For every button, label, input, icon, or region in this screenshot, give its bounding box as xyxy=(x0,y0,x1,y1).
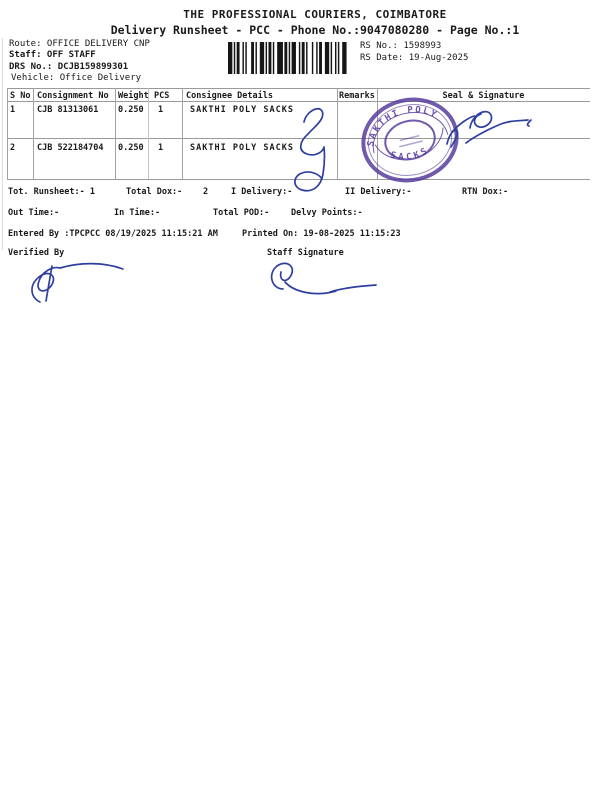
svg-text:SACKS xyxy=(387,141,433,167)
rs-no-line: RS No.: 1598993 xyxy=(360,41,442,51)
delvy-points: Delvy Points:- xyxy=(291,208,363,218)
out-time: Out Time:- xyxy=(8,208,60,218)
table-row-cell: CJB 81313061 xyxy=(37,105,99,115)
table-row-cell: SAKTHI POLY SACKS xyxy=(190,105,294,115)
total-dox-label: Total Dox:- xyxy=(126,187,183,197)
table-row-cell: 0.250 xyxy=(118,143,144,153)
page-edge-line xyxy=(2,38,3,250)
table-row-cell: SAKTHI POLY SACKS xyxy=(190,143,294,153)
table-vline xyxy=(33,88,34,179)
col-header-pcs: PCS xyxy=(154,91,170,101)
tot-runsheet: Tot. Runsheet:- 1 xyxy=(8,187,95,197)
vehicle-line: Vehicle: Office Delivery xyxy=(11,73,142,83)
i-delivery: I Delivery:- xyxy=(231,187,293,197)
route-line: Route: OFFICE DELIVERY CNP xyxy=(9,39,150,49)
staff-line: Staff: OFF STAFF xyxy=(9,50,96,60)
table-border-headerbottom xyxy=(7,101,590,102)
rtn-dox: RTN Dox:- xyxy=(462,187,509,197)
total-dox-value: 2 xyxy=(203,187,209,197)
stamp-center-marks xyxy=(398,135,423,147)
printed-on: Printed On: 19-08-2025 11:15:23 xyxy=(242,229,401,239)
stamp-arc-bottom-text: SACKS xyxy=(389,145,432,163)
verified-by-signature xyxy=(32,264,123,302)
table-row-cell: 2 xyxy=(10,143,16,153)
col-header-consignee: Consignee Details xyxy=(186,91,273,101)
table-border-top xyxy=(7,88,590,89)
col-header-consignment: Consignment No xyxy=(37,91,109,101)
table-vline xyxy=(182,88,183,179)
page-title: THE PROFESSIONAL COURIERS, COIMBATORE xyxy=(183,8,447,21)
table-row-cell: 1 xyxy=(158,143,164,153)
table-vline xyxy=(7,88,8,179)
table-vline xyxy=(148,88,149,179)
ii-delivery: II Delivery:- xyxy=(345,187,412,197)
table-vline xyxy=(337,88,338,179)
seal-stamp xyxy=(345,92,475,192)
col-header-seal: Seal & Signature xyxy=(442,91,525,101)
entered-by: Entered By :TPCPCC 08/19/2025 11:15:21 AM xyxy=(8,229,218,239)
col-header-sno: S No xyxy=(10,91,31,101)
table-vline xyxy=(115,88,116,179)
staff-signature-label: Staff Signature xyxy=(267,248,344,258)
stamp-arc-top-text: SAKTHI POLY xyxy=(366,105,440,148)
barcode xyxy=(228,42,348,74)
table-row-cell: 0.250 xyxy=(118,105,144,115)
table-border-bottom xyxy=(7,179,590,180)
drs-no-line: DRS No.: DCJB159899301 xyxy=(9,62,129,72)
page-subtitle: Delivery Runsheet - PCC - Phone No.:9047080280 - Page No.:1 xyxy=(110,23,520,37)
table-row-cell: 1 xyxy=(158,105,164,115)
rs-date-line: RS Date: 19-Aug-2025 xyxy=(360,53,469,63)
in-time: In Time:- xyxy=(114,208,161,218)
total-pod: Total POD:- xyxy=(213,208,270,218)
col-header-weight: Weight xyxy=(118,91,149,101)
table-row-cell: CJB 522184704 xyxy=(37,143,104,153)
table-row-separator xyxy=(7,138,590,139)
staff-signature xyxy=(272,263,376,293)
col-header-remarks: Remarks xyxy=(339,91,375,101)
verified-by-label: Verified By xyxy=(8,248,65,258)
table-row-cell: 1 xyxy=(10,105,16,115)
